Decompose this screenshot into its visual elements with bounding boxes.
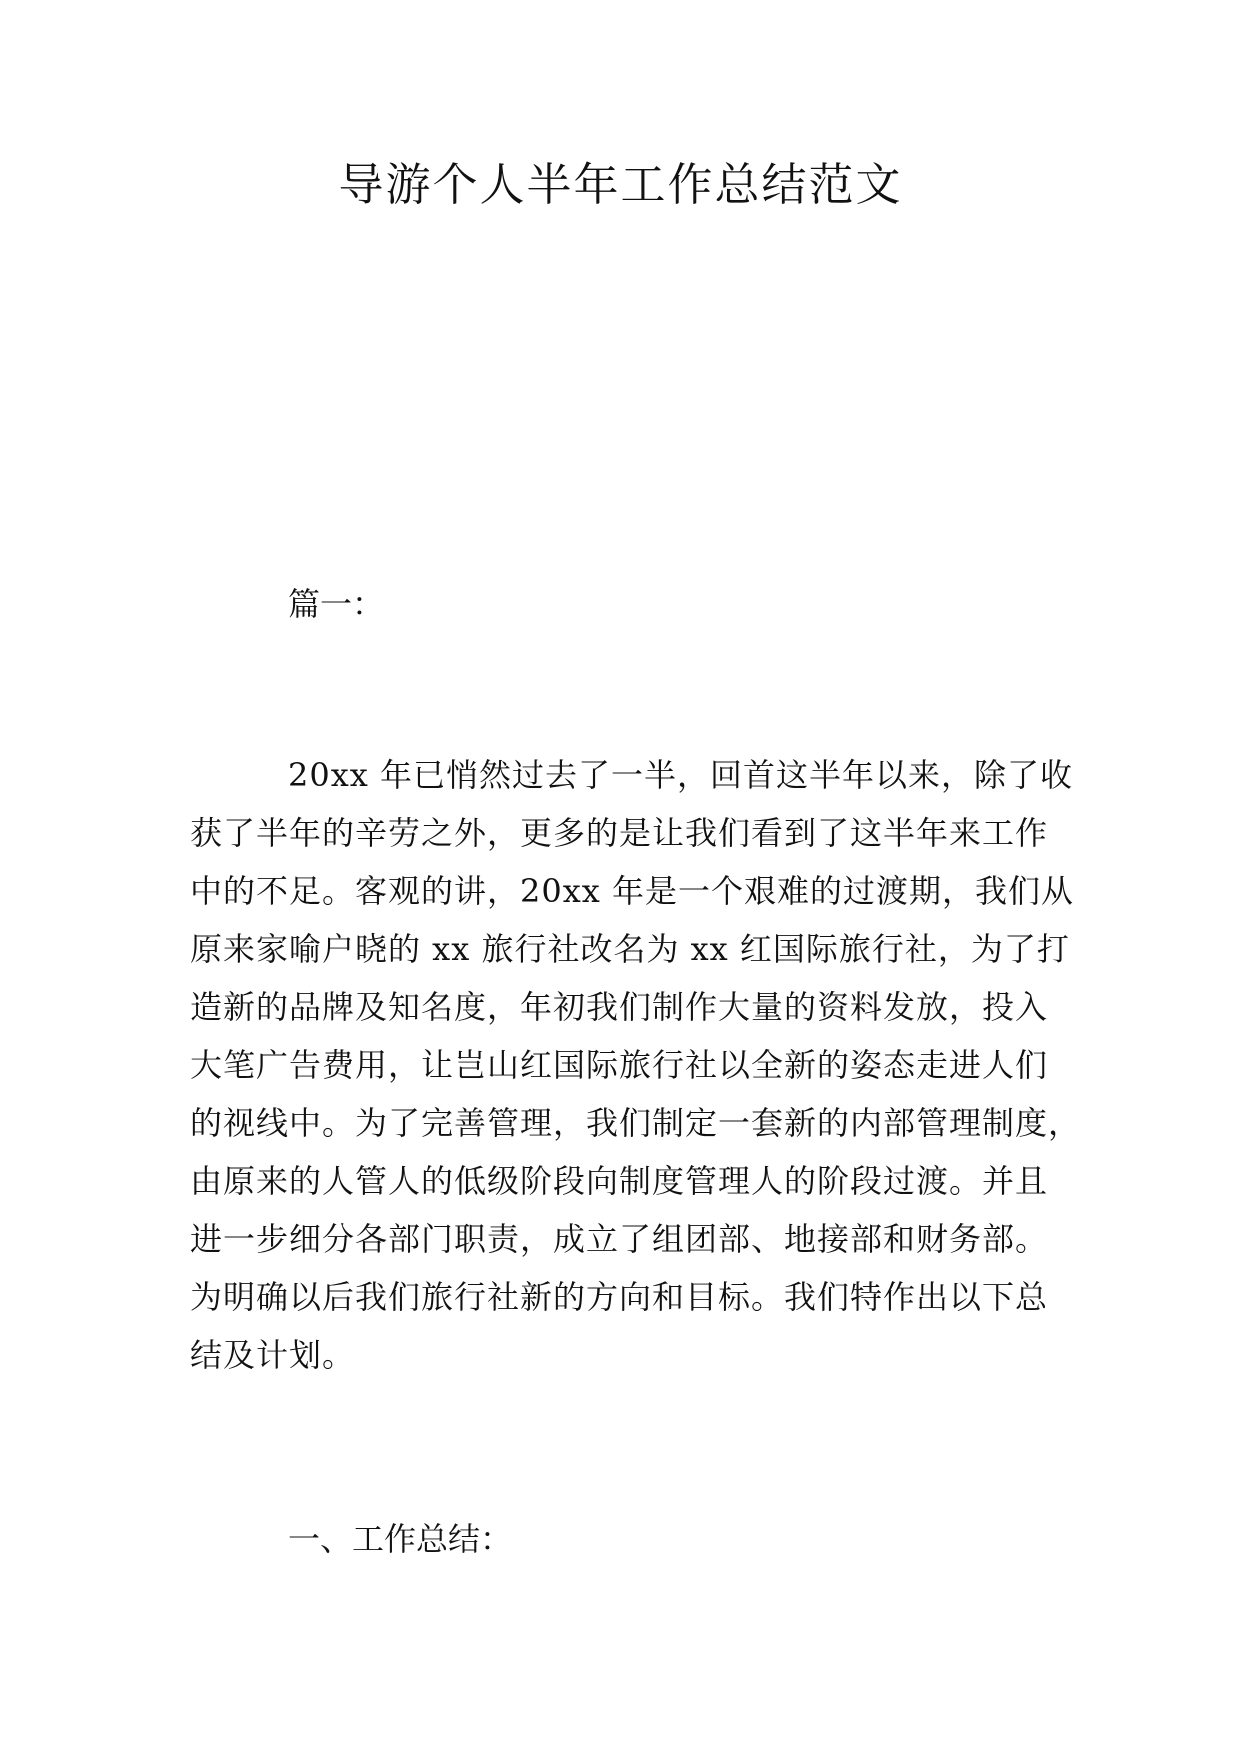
- section-label-part-one: 篇一：: [288, 585, 385, 623]
- paragraph-line: 由原来的人管人的低级阶段向制度管理人的阶段过渡。并且: [190, 1162, 1049, 1200]
- paragraph-line: 获了半年的辛劳之外，更多的是让我们看到了这半年来工作: [190, 814, 1049, 852]
- paragraph-line: 中的不足。客观的讲，20xx 年是一个艰难的过渡期，我们从: [190, 872, 1074, 910]
- paragraph-line: 20xx 年已悄然过去了一半，回首这半年以来，除了收: [288, 756, 1073, 794]
- paragraph-line: 大笔广告费用，让岂山红国际旅行社以全新的姿态走进人们: [190, 1046, 1049, 1084]
- paragraph-line: 进一步细分各部门职责，成立了组团部、地接部和财务部。: [190, 1220, 1049, 1258]
- document-title: 导游个人半年工作总结范文: [338, 158, 903, 211]
- paragraph-line: 结及计划。: [190, 1336, 356, 1374]
- paragraph-line: 为明确以后我们旅行社新的方向和目标。我们特作出以下总: [190, 1278, 1049, 1316]
- paragraph-line: 造新的品牌及知名度，年初我们制作大量的资料发放，投入: [190, 988, 1049, 1026]
- paragraph-line: 原来家喻户晓的 xx 旅行社改名为 xx 红国际旅行社，为了打: [190, 930, 1070, 968]
- paragraph-line: 的视线中。为了完善管理，我们制定一套新的内部管理制度，: [190, 1104, 1082, 1142]
- section-heading-work-summary: 一、工作总结：: [288, 1520, 513, 1558]
- body-paragraph: [190, 746, 1082, 1384]
